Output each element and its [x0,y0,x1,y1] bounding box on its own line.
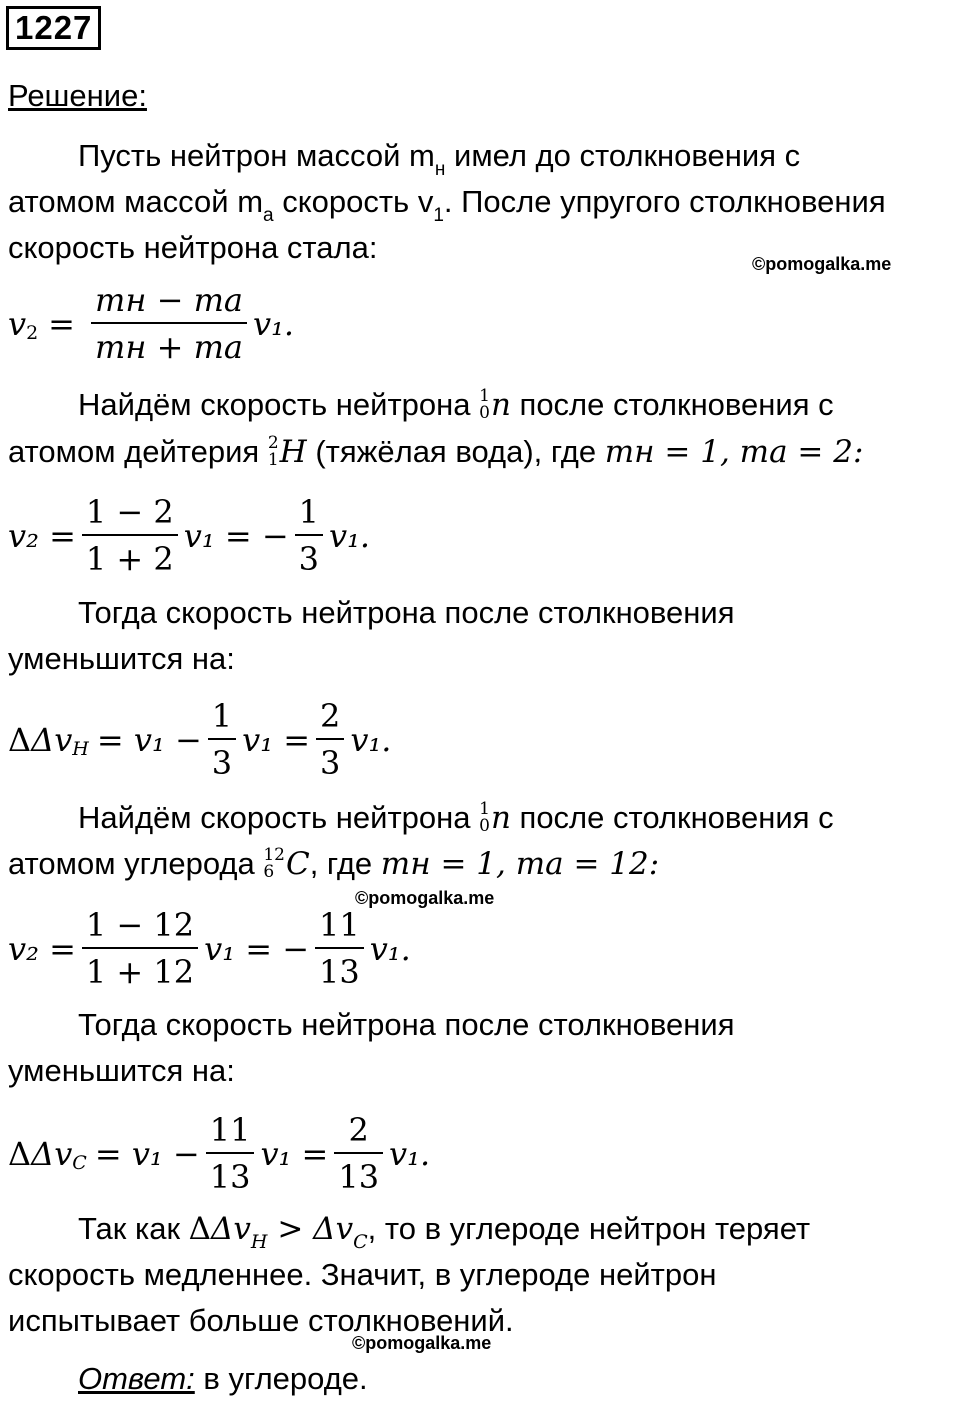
fraction: $\frac{11}{13}$ [315,903,364,995]
isotope-deuterium: 2 1 [267,432,279,470]
solution-heading: Решение: [8,78,147,113]
watermark: ©pomogalka.me [752,254,892,274]
isotope-neutron: 1 0 [479,798,490,836]
fraction: $\frac{mн - mа}{mн + mа}$ [91,278,247,370]
fraction: $\frac{2}{3}$ [316,694,344,786]
formula-delta-c: Δ Δv C = v₁ − $\frac{11}{13}$ v₁ = $\frac{2}{13}$ v₁. [8,1108,430,1200]
watermark: ©pomogalka.me [355,888,495,908]
conclusion-line-2: скорость медленнее. Значит, в углероде нейтрон [8,1257,717,1292]
problem-number: 1227 [6,6,101,50]
fraction: $\frac{1}{3}$ [208,694,236,786]
fraction: $\frac{1}{3}$ [295,490,323,582]
intro-line-1: Пусть нейтрон массой $m_н$ имел до столкновения с [78,138,801,180]
answer-line [8,1356,958,1402]
conclusion-line-1: Так как $\Delta\Delta v_H > \Delta v_C$, то в углероде нейтрон теряет [78,1211,811,1253]
formula-delta-h: Δ Δv H = v₁ − $\frac{1}{3}$ v₁ = $\frac{2}{3}$ v₁. [8,694,391,786]
deuterium-line-2: атомом дейтерия 2 1 H (тяжёлая вода), где mн = 1, mа = 2: [8,432,864,470]
isotope-carbon: 12 6 [263,844,285,882]
then2-line-2: уменьшится на: [8,1053,235,1088]
formula-general: v 2 = $\frac{mн - mа}{mн + mа}$ v₁. [8,278,294,370]
fraction: $\frac{1 - 12}{1 + 12}$ [82,903,198,995]
deuterium-line-1: Найдём скорость нейтрона 1 0 n после столкновения с [78,385,834,423]
answer-text: в углероде. [194,1361,368,1396]
conclusion-line-3: испытывает больше столкновений. [8,1303,514,1338]
carbon-line-2: атомом углерода 12 6 C, где mн = 1, mа = 12: [8,844,660,882]
formula-deuterium-v2: v₂ = $\frac{1 - 2}{1 + 2}$ v₁ = − $\frac{1}{3}$ v₁. [8,490,370,582]
carbon-line-1: Найдём скорость нейтрона 1 0 n после столкновения с [78,798,834,836]
intro-line-3: скорость нейтрона стала: [8,230,378,265]
fraction: $\frac{2}{13}$ [334,1108,383,1200]
then-line-2: уменьшится на: [8,641,235,676]
watermark: ©pomogalka.me [352,1333,492,1353]
fraction: $\frac{11}{13}$ [206,1108,255,1200]
fraction: $\frac{1 - 2}{1 + 2}$ [82,490,178,582]
isotope-neutron: 1 0 [479,385,490,423]
intro-line-2: атомом массой $m_а$ скорость $v_1$. После упругого столкновения [8,184,886,226]
then2-line-1: Тогда скорость нейтрона после столкновения [78,1007,735,1042]
formula-carbon-v2: v₂ = $\frac{1 - 12}{1 + 12}$ v₁ = − $\frac{11}{13}$ v₁. [8,903,411,995]
answer-label: Ответ: [78,1361,195,1396]
then-line-1: Тогда скорость нейтрона после столкновения [78,595,735,630]
